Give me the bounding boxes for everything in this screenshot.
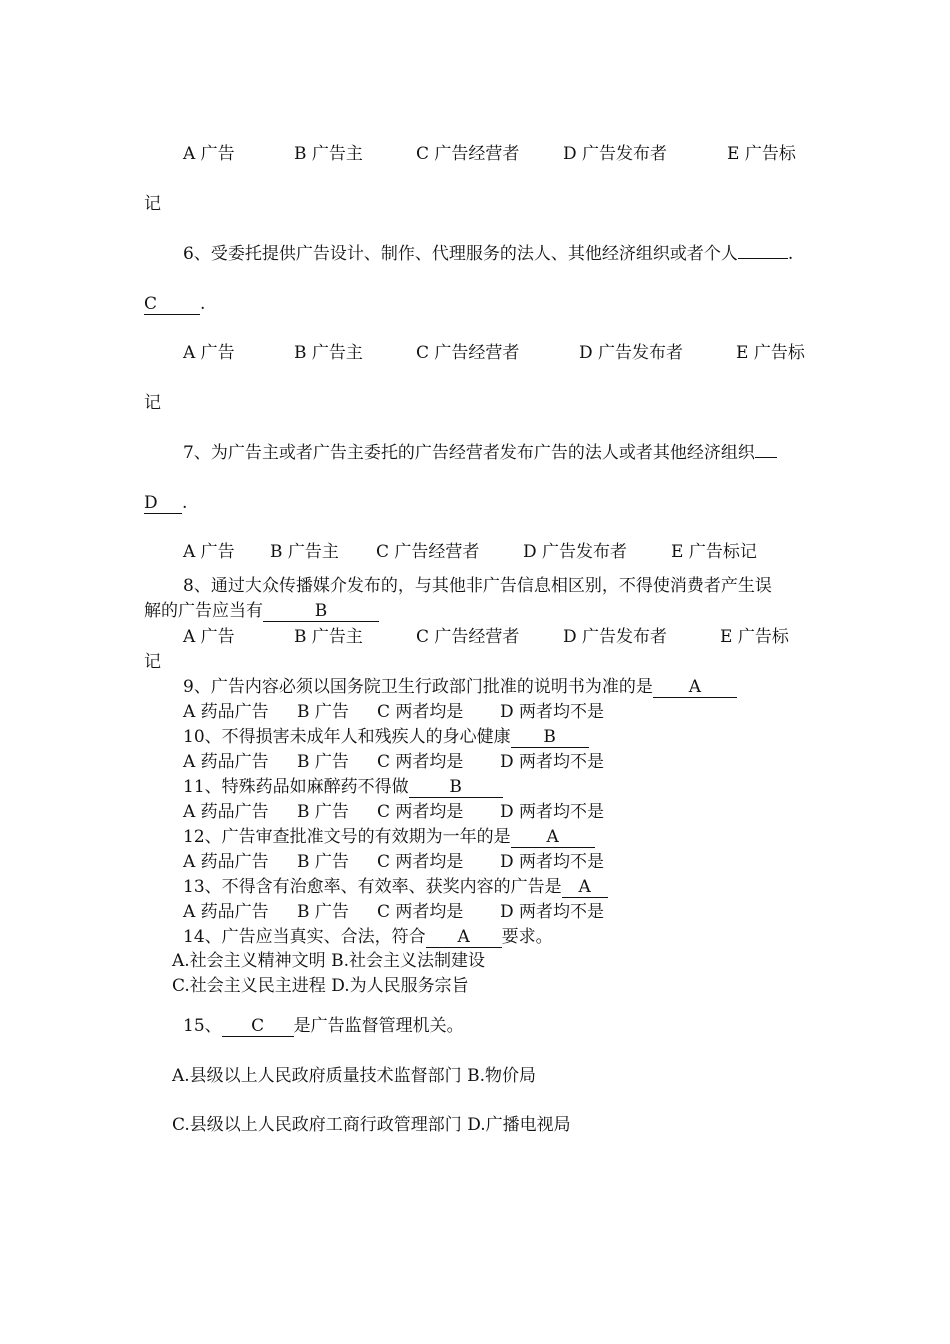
answer-blank bbox=[263, 601, 379, 622]
option-b: B 广告主 bbox=[294, 343, 363, 363]
question-7-answer-line bbox=[144, 492, 187, 514]
question-7 bbox=[183, 442, 777, 464]
question-15-options-line-2: C.县级以上人民政府工商行政管理部门 D.广播电视局 bbox=[172, 1115, 571, 1135]
question-15-options-line-1: A.县级以上人民政府质量技术监督部门 B.物价局 bbox=[172, 1066, 536, 1086]
question-8-options-wrap: 记 bbox=[144, 652, 161, 672]
option-e: E 广告标 bbox=[727, 144, 796, 164]
question-13-text: 13、不得含有治愈率、有效率、获奖内容的广告是 bbox=[183, 877, 562, 897]
answer-blank bbox=[562, 877, 608, 898]
answer-value: A bbox=[688, 677, 701, 697]
option-a: A 药品广告 bbox=[183, 852, 269, 872]
option-b: B 广告主 bbox=[270, 542, 339, 562]
question-14-text: 14、广告应当真实、合法，符合 bbox=[183, 927, 426, 947]
question-12 bbox=[183, 826, 595, 848]
question-7-options bbox=[183, 541, 757, 563]
option-c: C 两者均是 bbox=[377, 902, 464, 922]
option-c: C 两者均是 bbox=[377, 802, 464, 822]
answer-blank bbox=[738, 258, 788, 259]
option-c: C 广告经营者 bbox=[416, 144, 520, 164]
option-d: D 广告发布者 bbox=[579, 343, 684, 363]
question-13 bbox=[183, 876, 608, 898]
option-a: A 广告 bbox=[183, 627, 235, 647]
option-a: A 药品广告 bbox=[183, 802, 269, 822]
option-e: E 广告标记 bbox=[671, 542, 757, 562]
option-b: B 广告主 bbox=[294, 627, 363, 647]
option-a: A 广告 bbox=[183, 542, 235, 562]
option-d: D 两者均不是 bbox=[500, 802, 605, 822]
question-8-text: 解的广告应当有 bbox=[144, 601, 263, 621]
question-11 bbox=[183, 776, 503, 798]
option-e: E 广告标 bbox=[736, 343, 805, 363]
answer-value: C bbox=[251, 1016, 265, 1036]
option-d: D 两者均不是 bbox=[500, 852, 605, 872]
option-e: E 广告标 bbox=[720, 627, 789, 647]
question-6-text: 6、受委托提供广告设计、制作、代理服务的法人、其他经济组织或者个人 bbox=[183, 244, 738, 264]
option-c: C 广告经营者 bbox=[416, 343, 520, 363]
option-a: A 广告 bbox=[183, 144, 235, 164]
q5-options bbox=[183, 143, 796, 165]
option-a: A 药品广告 bbox=[183, 752, 269, 772]
answer-blank bbox=[653, 677, 737, 698]
option-c: C 广告经营者 bbox=[416, 627, 520, 647]
answer-value: D bbox=[144, 493, 158, 513]
option-d: D 两者均不是 bbox=[500, 752, 605, 772]
option-c: C 广告经营者 bbox=[376, 542, 480, 562]
answer-value: A bbox=[578, 877, 591, 897]
question-14-options-line-1: A.社会主义精神文明 B.社会主义法制建设 bbox=[172, 951, 485, 971]
question-9-text: 9、广告内容必须以国务院卫生行政部门批准的说明书为准的是 bbox=[183, 677, 653, 697]
question-8-options bbox=[183, 626, 789, 648]
question-15-prefix: 15、 bbox=[183, 1016, 222, 1036]
answer-blank bbox=[511, 727, 589, 748]
option-d: D 广告发布者 bbox=[563, 627, 668, 647]
question-10-text: 10、不得损害未成年人和残疾人的身心健康 bbox=[183, 727, 511, 747]
question-8-line-1: 8、通过大众传播媒介发布的，与其他非广告信息相区别，不得使消费者产生误 bbox=[183, 576, 772, 596]
question-13-options bbox=[183, 901, 604, 923]
question-7-text: 7、为广告主或者广告主委托的广告经营者发布广告的法人或者其他经济组织 bbox=[183, 443, 755, 463]
option-b: B 广告 bbox=[297, 902, 349, 922]
answer-trail: . bbox=[182, 493, 188, 513]
q5-options-wrap: 记 bbox=[144, 194, 161, 214]
question-12-options bbox=[183, 851, 604, 873]
question-14-tail: 要求。 bbox=[501, 927, 553, 947]
option-b: B 广告 bbox=[297, 702, 349, 722]
option-b: B 广告 bbox=[297, 852, 349, 872]
answer-value: B bbox=[449, 777, 462, 797]
option-b: B 广告 bbox=[297, 752, 349, 772]
question-6 bbox=[183, 243, 793, 265]
answer-blank bbox=[144, 493, 182, 514]
question-10 bbox=[183, 726, 589, 748]
question-6-options-wrap: 记 bbox=[144, 393, 161, 413]
option-d: D 两者均不是 bbox=[500, 702, 605, 722]
answer-blank bbox=[511, 827, 595, 848]
question-11-text: 11、特殊药品如麻醉药不得做 bbox=[183, 777, 409, 797]
question-12-text: 12、广告审查批准文号的有效期为一年的是 bbox=[183, 827, 511, 847]
question-6-options bbox=[183, 342, 805, 364]
option-d: D 广告发布者 bbox=[523, 542, 628, 562]
option-a: A 药品广告 bbox=[183, 902, 269, 922]
option-b: B 广告主 bbox=[294, 144, 363, 164]
question-9-options bbox=[183, 701, 604, 723]
answer-value: B bbox=[314, 601, 328, 621]
answer-blank bbox=[144, 294, 200, 315]
answer-blank bbox=[409, 777, 503, 798]
question-14-options-line-2: C.社会主义民主进程 D.为人民服务宗旨 bbox=[172, 976, 469, 996]
option-c: C 两者均是 bbox=[377, 852, 464, 872]
option-c: C 两者均是 bbox=[377, 702, 464, 722]
question-11-options bbox=[183, 801, 604, 823]
question-15-tail: 是广告监督管理机关。 bbox=[293, 1016, 464, 1036]
question-9 bbox=[183, 676, 737, 698]
question-6-trail: . bbox=[787, 244, 794, 264]
answer-value: A bbox=[546, 827, 559, 847]
option-c: C 两者均是 bbox=[377, 752, 464, 772]
option-b: B 广告 bbox=[297, 802, 349, 822]
question-8-line-2 bbox=[144, 600, 379, 622]
option-d: D 广告发布者 bbox=[563, 144, 668, 164]
answer-blank bbox=[222, 1016, 294, 1037]
question-15 bbox=[183, 1015, 464, 1037]
answer-blank bbox=[426, 927, 502, 948]
question-14 bbox=[183, 926, 553, 948]
option-a: A 广告 bbox=[183, 343, 235, 363]
answer-trail: . bbox=[200, 294, 206, 314]
answer-value: B bbox=[543, 727, 556, 747]
answer-blank bbox=[755, 457, 777, 458]
question-10-options bbox=[183, 751, 604, 773]
question-6-answer-line bbox=[144, 293, 205, 315]
option-d: D 两者均不是 bbox=[500, 902, 605, 922]
answer-value: A bbox=[457, 927, 470, 947]
answer-value: C bbox=[144, 294, 158, 314]
option-a: A 药品广告 bbox=[183, 702, 269, 722]
